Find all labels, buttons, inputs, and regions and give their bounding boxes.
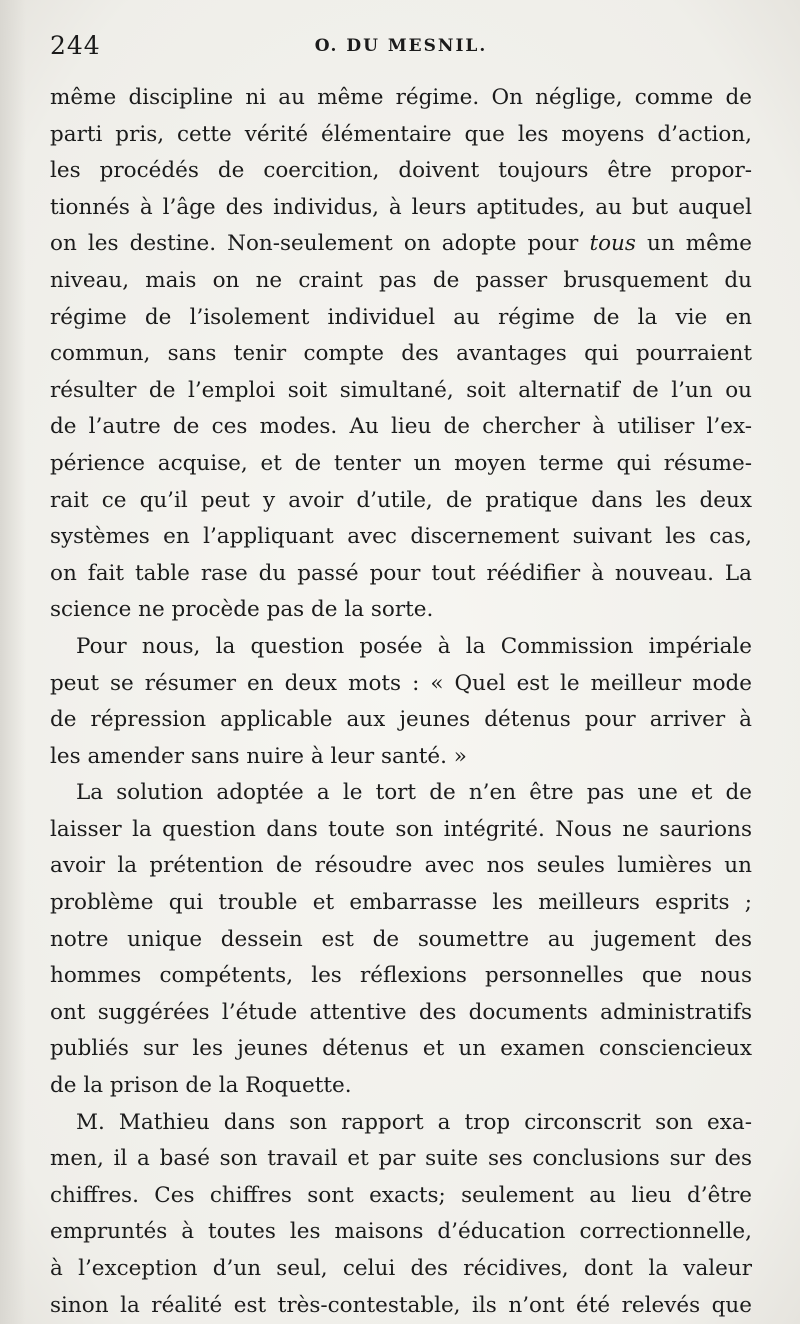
text-line: peut se résumer en deux mots : « Quel est le meilleur mode (50, 670, 752, 696)
text-line: rait ce qu’il peut y avoir d’utile, de pratique dans les deux (50, 487, 752, 513)
text-line: empruntés à toutes les maisons d’éducation correctionnelle, (50, 1219, 752, 1245)
page-gutter-shadow (0, 0, 26, 1324)
text-line: hommes compétents, les réflexions personnelles que nous (50, 963, 752, 989)
body-text (50, 80, 752, 1324)
text-line: les procédés de coercition, doivent toujours être propor- (50, 158, 752, 184)
running-title: O. DU MESNIL. (314, 36, 488, 56)
italic-emphasis: tous (589, 231, 636, 257)
text-line: chiffres. Ces chiffres sont exacts; seulement au lieu d’être (50, 1182, 752, 1208)
text-line: régime de l’isolement individuel au régime de la vie en (50, 304, 752, 330)
text-line: sinon la réalité est très-contestable, ils n’ont été relevés que (50, 1292, 752, 1318)
text-line: les amender sans nuire à leur santé. » (50, 743, 467, 769)
text-line: science ne procède pas de la sorte. (50, 597, 434, 623)
text-line: de la prison de la Roquette. (50, 1073, 352, 1099)
text-line: Pour nous, la question posée à la Commission impériale (76, 633, 752, 659)
text-line: laisser la question dans toute son intégrité. Nous ne saurions (50, 816, 752, 842)
text-line: on fait table rase du passé pour tout réédifier à nouveau. La (50, 560, 752, 586)
text-line: niveau, mais on ne craint pas de passer brusquement du (50, 267, 752, 293)
text-line: problème qui trouble et embarrasse les meilleurs esprits ; (50, 890, 752, 916)
text-line: M. Mathieu dans son rapport a trop circonscrit son exa- (76, 1109, 752, 1135)
text-line: à l’exception d’un seul, celui des récidives, dont la valeur (50, 1256, 752, 1281)
text-line: men, il a basé son travail et par suite ses conclusions sur des (50, 1146, 752, 1172)
text-line: commun, sans tenir compte des avantages qui pourraient (50, 341, 752, 367)
text-line: parti pris, cette vérité élémentaire que les moyens d’action, (50, 121, 752, 147)
text-line: systèmes en l’appliquant avec discernement suivant les cas, (50, 524, 752, 550)
text-line: ont suggérées l’étude attentive des documents administratifs (50, 999, 752, 1025)
text-line: tionnés à l’âge des individus, à leurs aptitudes, au but auquel (50, 194, 752, 220)
running-header (50, 31, 752, 60)
text-line: avoir la prétention de résoudre avec nos seules lumières un (50, 853, 752, 879)
text-line: on les destine. Non-seulement on adopte pour tous un même (50, 231, 752, 257)
text-line: de l’autre de ces modes. Au lieu de chercher à utiliser l’ex- (50, 414, 752, 440)
text-line: même discipline ni au même régime. On néglige, comme de (50, 85, 752, 110)
text-line: périence acquise, et de tenter un moyen terme qui résume- (50, 450, 752, 476)
text-line: résulter de l’emploi soit simultané, soit alternatif de l’un ou (50, 377, 752, 403)
text-line: notre unique dessein est de soumettre au jugement des (50, 926, 752, 952)
page-number: 244 (50, 31, 101, 60)
text-line: publiés sur les jeunes détenus et un examen consciencieux (50, 1036, 752, 1062)
text-line: La solution adoptée a le tort de n’en être pas une et de (76, 780, 752, 806)
text-line: de répression applicable aux jeunes détenus pour arriver à (50, 707, 752, 733)
